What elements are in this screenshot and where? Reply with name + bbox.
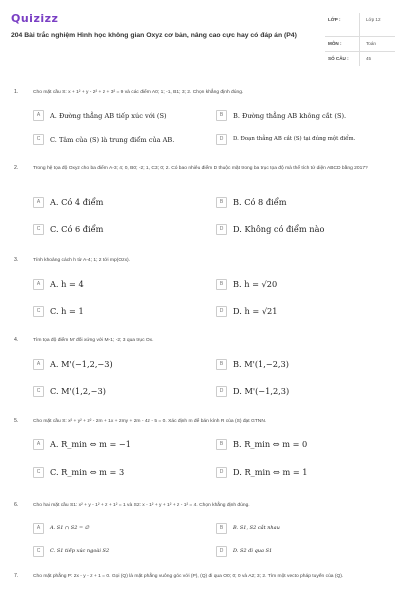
option-text: D. Không có điểm nào	[233, 224, 325, 234]
option-letter-box: A	[33, 197, 44, 208]
question-number: 3.	[14, 257, 19, 263]
option-d[interactable]	[216, 544, 386, 560]
option-b[interactable]	[216, 195, 386, 211]
option-text: A. M'(−1,2,−3)	[50, 359, 113, 369]
option-text: B. Có 8 điểm	[233, 197, 287, 207]
option-letter-box: B	[216, 279, 227, 290]
option-text: A. Đường thẳng AB tiếp xúc với (S)	[50, 112, 167, 120]
option-a[interactable]	[33, 195, 203, 211]
option-a[interactable]	[33, 108, 203, 124]
option-text: B. Đường thẳng AB không cắt (S).	[233, 112, 347, 120]
option-d[interactable]	[216, 465, 386, 481]
option-c[interactable]	[33, 384, 203, 400]
question-text: Tính khoảng cách h từ A-4; 1; 2 tới mp(Ozx).	[33, 258, 130, 263]
option-b[interactable]	[216, 277, 386, 293]
option-text: B. R_min ⇔ m = 0	[233, 439, 308, 449]
option-c[interactable]	[33, 465, 203, 481]
quizizz-logo: Quizizz	[11, 12, 59, 25]
option-a[interactable]	[33, 357, 203, 373]
question-text: Cho mặt cầu S: x + 1² + y - 2² + z + 3² = 9 và các điểm A0; 1; -1, B1; 3; 2. Chọn khẳng định đúng.	[33, 90, 244, 95]
option-letter-box: D	[216, 386, 227, 397]
option-c[interactable]	[33, 222, 203, 238]
option-text: C. h = 1	[50, 306, 84, 316]
option-text: D. M'(−1,2,3)	[233, 386, 290, 396]
meta-row-class	[325, 13, 395, 37]
option-letter-box: C	[33, 306, 44, 317]
question-number: 2.	[14, 165, 19, 171]
option-letter-box: A	[33, 359, 44, 370]
option-letter-box: C	[33, 546, 44, 557]
question-text: Cho mặt cầu S: x² + y² + z² - 2m + 1x + 2my + 2m - 4z - 5 = 0. Xác định m để bán kính R của (S) đạt GTNN.	[33, 419, 267, 424]
option-letter-box: C	[33, 467, 44, 478]
option-letter-box: C	[33, 386, 44, 397]
option-text: A. S1 ∩ S2 = ∅	[50, 525, 90, 531]
option-b[interactable]	[216, 521, 386, 537]
meta-label: MÔN :	[328, 41, 342, 46]
meta-row-subject	[325, 37, 395, 52]
option-text: D. R_min ⇔ m = 1	[233, 467, 308, 477]
option-letter-box: A	[33, 110, 44, 121]
option-c[interactable]	[33, 304, 203, 320]
option-text: B. M'(1,−2,3)	[233, 359, 289, 369]
question-text: Trong hệ tọa độ Oxyz cho ba điểm A-3; 4; 0, B0; -2; 1, C3; 0; 2. Có bao nhiêu điểm D thuộc mặt trong ba trục tọa độ mà thể tích tứ diện ABCD bằng 2017?	[33, 166, 368, 171]
worksheet-title: 204 Bài trắc nghiệm Hình học không gian Oxyz cơ bản, nâng cao cực hay có đáp án (P4)	[11, 32, 297, 39]
option-letter-box: B	[216, 439, 227, 450]
question-number: 7.	[14, 573, 19, 579]
option-b[interactable]	[216, 437, 386, 453]
option-text: C. Tâm của (S) là trung điểm của AB.	[50, 136, 175, 144]
option-letter-box: D	[216, 306, 227, 317]
option-c[interactable]	[33, 132, 203, 148]
option-a[interactable]	[33, 277, 203, 293]
meta-value: Lớp 12	[366, 17, 381, 22]
option-letter-box: A	[33, 279, 44, 290]
option-text: B. h = √20	[233, 279, 278, 289]
option-letter-box: C	[33, 134, 44, 145]
option-letter-box: A	[33, 439, 44, 450]
option-letter-box: A	[33, 523, 44, 534]
meta-value: Toán	[366, 41, 376, 46]
meta-row-count	[325, 52, 395, 66]
option-text: A. R_min ⇔ m = −1	[50, 439, 131, 449]
option-letter-box: D	[216, 546, 227, 557]
option-letter-box: D	[216, 467, 227, 478]
question-number: 4.	[14, 337, 19, 343]
option-letter-box: C	[33, 224, 44, 235]
question-text: Tìm tọa độ điểm M' đối xứng với M-1; -2; 3 qua trục Ox.	[33, 338, 154, 343]
meta-label: SỐ CÂU :	[328, 56, 349, 61]
option-letter-box: D	[216, 134, 227, 145]
worksheet-meta-table	[325, 13, 395, 66]
option-letter-box: B	[216, 197, 227, 208]
question-text: Cho hai mặt cầu S1: x² + y - 1² + z + 1² = 1 và S2: x - 1² + y + 1² + z - 1² = 4. Chọn khẳng định đúng.	[33, 503, 250, 508]
option-text: D. S2 đi qua S1	[233, 548, 273, 554]
question-text: Cho mặt phẳng P: 2x - y - z + 1 = 0. Gọi (Q) là mặt phẳng vuông góc với (P), (Q) đi qua O0; 0; 0 và A2; 3; 2. Tìm một vecto pháp tuyến của (Q).	[33, 574, 344, 579]
option-a[interactable]	[33, 437, 203, 453]
option-text: C. Có 6 điểm	[50, 224, 104, 234]
option-text: C. R_min ⇔ m = 3	[50, 467, 125, 477]
option-letter-box: B	[216, 110, 227, 121]
option-text: C. M'(1,2,−3)	[50, 386, 106, 396]
option-b[interactable]	[216, 108, 386, 124]
option-text: C. S1 tiếp xúc ngoài S2	[50, 548, 110, 554]
option-text: D. Đoạn thẳng AB cắt (S) tại đúng một điểm.	[233, 136, 356, 142]
option-text: B. S1, S2 cắt nhau	[233, 525, 280, 531]
question-number: 5.	[14, 418, 19, 424]
option-b[interactable]	[216, 357, 386, 373]
option-letter-box: D	[216, 224, 227, 235]
option-letter-box: B	[216, 523, 227, 534]
option-d[interactable]	[216, 384, 386, 400]
question-number: 6.	[14, 502, 19, 508]
question-number: 1.	[14, 89, 19, 95]
meta-label: LỚP :	[328, 17, 341, 22]
meta-value: 45	[366, 56, 372, 61]
option-text: A. Có 4 điểm	[50, 197, 104, 207]
option-letter-box: B	[216, 359, 227, 370]
option-d[interactable]	[216, 304, 386, 320]
option-text: D. h = √21	[233, 306, 278, 316]
option-d[interactable]	[216, 222, 386, 238]
worksheet-header	[0, 0, 400, 74]
option-a[interactable]	[33, 521, 203, 537]
option-text: A. h = 4	[50, 279, 84, 289]
option-d[interactable]	[216, 132, 386, 148]
option-c[interactable]	[33, 544, 203, 560]
